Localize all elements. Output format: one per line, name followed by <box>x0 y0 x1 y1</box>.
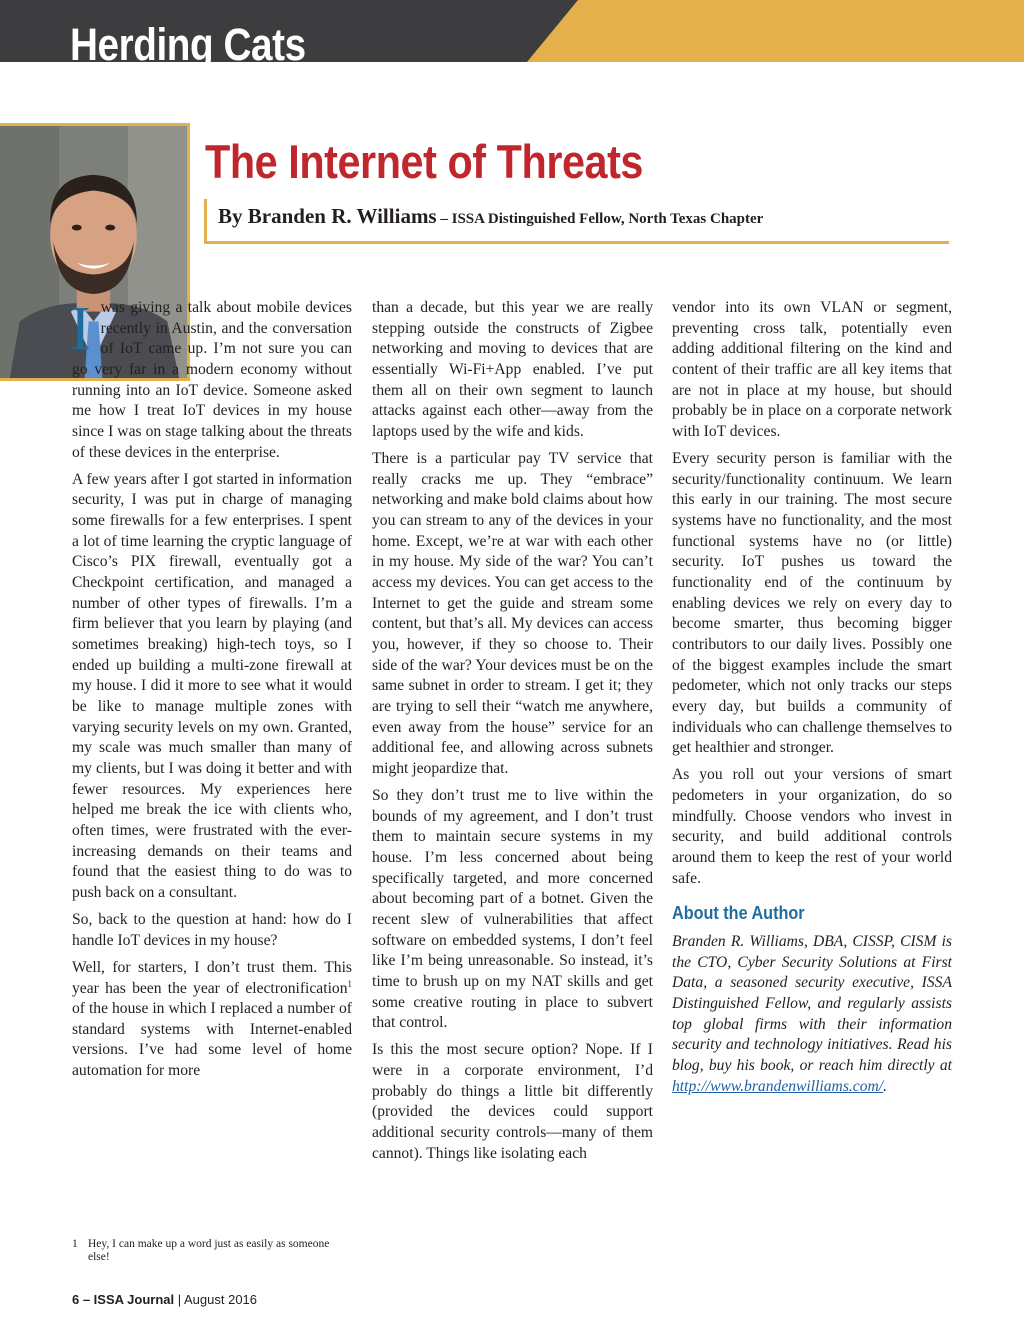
footnote-reference[interactable]: 1 <box>347 978 352 989</box>
byline <box>218 204 763 229</box>
paragraph <box>70 295 352 463</box>
paragraph: There is a particular pay TV service that really cracks me up. They “embrace” networking and make bold claims about how you can stream to any of the devices in your home. Except, we’re at war with each other in my house. My side of the war? You can’t access my devices. You can get access to the Internet to get the guide and stream some content, but that’s all. My devices can access you, however, if they so choose to. Their side of the war? Your devices must be on the same subnet in order to stream. I get it; they are trying to sell their “watch me anywhere, even away from the house” service for an additional fee, and allowing across subnets might jeopardize that. <box>372 450 653 777</box>
drop-cap: I <box>70 295 91 363</box>
footnote-text: Hey, I can make up a word just as easily as someone else! <box>88 1238 330 1263</box>
paragraph-text: Well, for starters, I don’t trust them. This year has been the year of electronification <box>72 958 352 997</box>
author-website-link[interactable]: http://www.brandenwilliams.com/ <box>672 1077 884 1095</box>
footer-separator: | <box>174 1292 184 1307</box>
article-title: The Internet of Threats <box>205 135 644 188</box>
about-author-heading: About the Author <box>672 903 805 924</box>
byline-affiliation: – ISSA Distinguished Fellow, North Texas Chapter <box>436 211 764 227</box>
paragraph: than a decade, but this year we are really stepping outside the constructs of Zigbee networking and moving to devices that are essentially Wi-Fi+App enabled. I’ve put them all on their own segment to launch attacks against each other—away from the laptops used by the wife and kids. <box>372 299 653 440</box>
byline-name: By Branden R. Williams <box>218 204 437 228</box>
bio-text: Branden R. Williams, DBA, CISSP, CISM is the CTO, Cyber Security Solutions at First Data, a seasoned security executive, ISSA Distinguished Fellow, and regularly assists top global firms with their information security and technology initiatives. Read his blog, buy his book, or reach him directly at <box>672 933 952 1074</box>
header-banner <box>0 0 1024 70</box>
paragraph: So they don’t trust me to live within the bounds of my agreement, and I don’t trust them to maintain secure systems in my house. I’m less concerned about being specifically targeted, and more concerned about becoming part of a botnet. Given the recent slew of vulnerabilities that affect software on embedded systems, I don’t feel like I’m being unreasonable. So instead, it’s time to brush up on my NAT skills and get some creative routing in place to subvert that control. <box>372 787 653 1032</box>
author-bio <box>672 932 952 1097</box>
paragraph: A few years after I got started in information security, I was put in charge of managing some firewalls for a few enterprises. I spent a lot of time learning the cryptic language of Cisco’s PIX firewall, eventually got a Checkpoint certification, and managed a number of other types of firewalls. I’m a firm believer that you learn by playing (and sometimes breaking) high-tech toys, so I ended up building a multi-zone firewall at my house. I did it more to see what it would be like to manage multiple zones with varying security levels on my own. Granted, my scale was much smaller than many of my clients, but I was doing it better and with fewer resources. My experiences here helped me break the ice with clients who, often times, were frustrated with the ever-increasing demands on their teams and found that the easiest thing to do was to push back on a consultant. <box>72 470 352 901</box>
paragraph-text: of the house in which I replaced a number of standard systems with Internet-enabled versions. I’ve had some level of home automation for more <box>72 1000 352 1080</box>
paragraph: So, back to the question at hand: how do I handle IoT devices in my house? <box>72 911 352 949</box>
paragraph <box>72 958 352 1082</box>
footnote <box>72 1238 352 1264</box>
body-column-2 <box>372 298 653 1171</box>
paragraph-text: was giving a talk about mobile devices recently in Austin, and the conversation of IoT came up. I’m not sure you can go very far in a modern economy without running into an IoT device. Someone asked me how I treat IoT devices in my house since I was on stage talking about the threats of these devices in the enterprise. <box>72 299 352 461</box>
paragraph: Every security person is familiar with the security/functionality continuum. We learn this early in our training. The most secure systems have no functionality, and the most functional systems have no (or little) security. IoT pushes us toward the functionality end of the continuum by enabling devices we rely on every day to become smarter, thus becoming bigger contributors to our daily lives. Possibly one of the biggest examples include the smart pedometer, which not only tracks our steps every day, but builds a community of individuals who can challenge themselves to get healthier and stronger. <box>672 450 952 757</box>
paragraph: Is this the most secure option? Nope. If I were in a corporate environment, I’d probably do things a little bit differently (provided the devices could support additional security controls—many of them cannot). Things like isolating each <box>372 1041 653 1162</box>
paragraph: As you roll out your versions of smart pedometers in your organization, do so mindfully. Choose vendors who invest in security, and build additional controls around them to keep the rest of your world safe. <box>672 766 952 887</box>
bio-end: . <box>883 1077 888 1095</box>
body-column-1 <box>70 295 352 1088</box>
footnote-number: 1 <box>72 1238 78 1250</box>
section-title: Herding Cats <box>70 19 306 70</box>
body-column-3 <box>672 298 952 1104</box>
page-footer <box>72 1292 257 1307</box>
paragraph: vendor into its own VLAN or segment, preventing cross talk, potentially even adding additional filtering on the kind and content of their traffic are all key items that are not in place at my house, but should probably be in place on a corporate network with IoT devices. <box>672 299 952 440</box>
footer-page-label: 6 – ISSA Journal <box>72 1292 175 1307</box>
footer-issue-date: August 2016 <box>184 1292 258 1307</box>
